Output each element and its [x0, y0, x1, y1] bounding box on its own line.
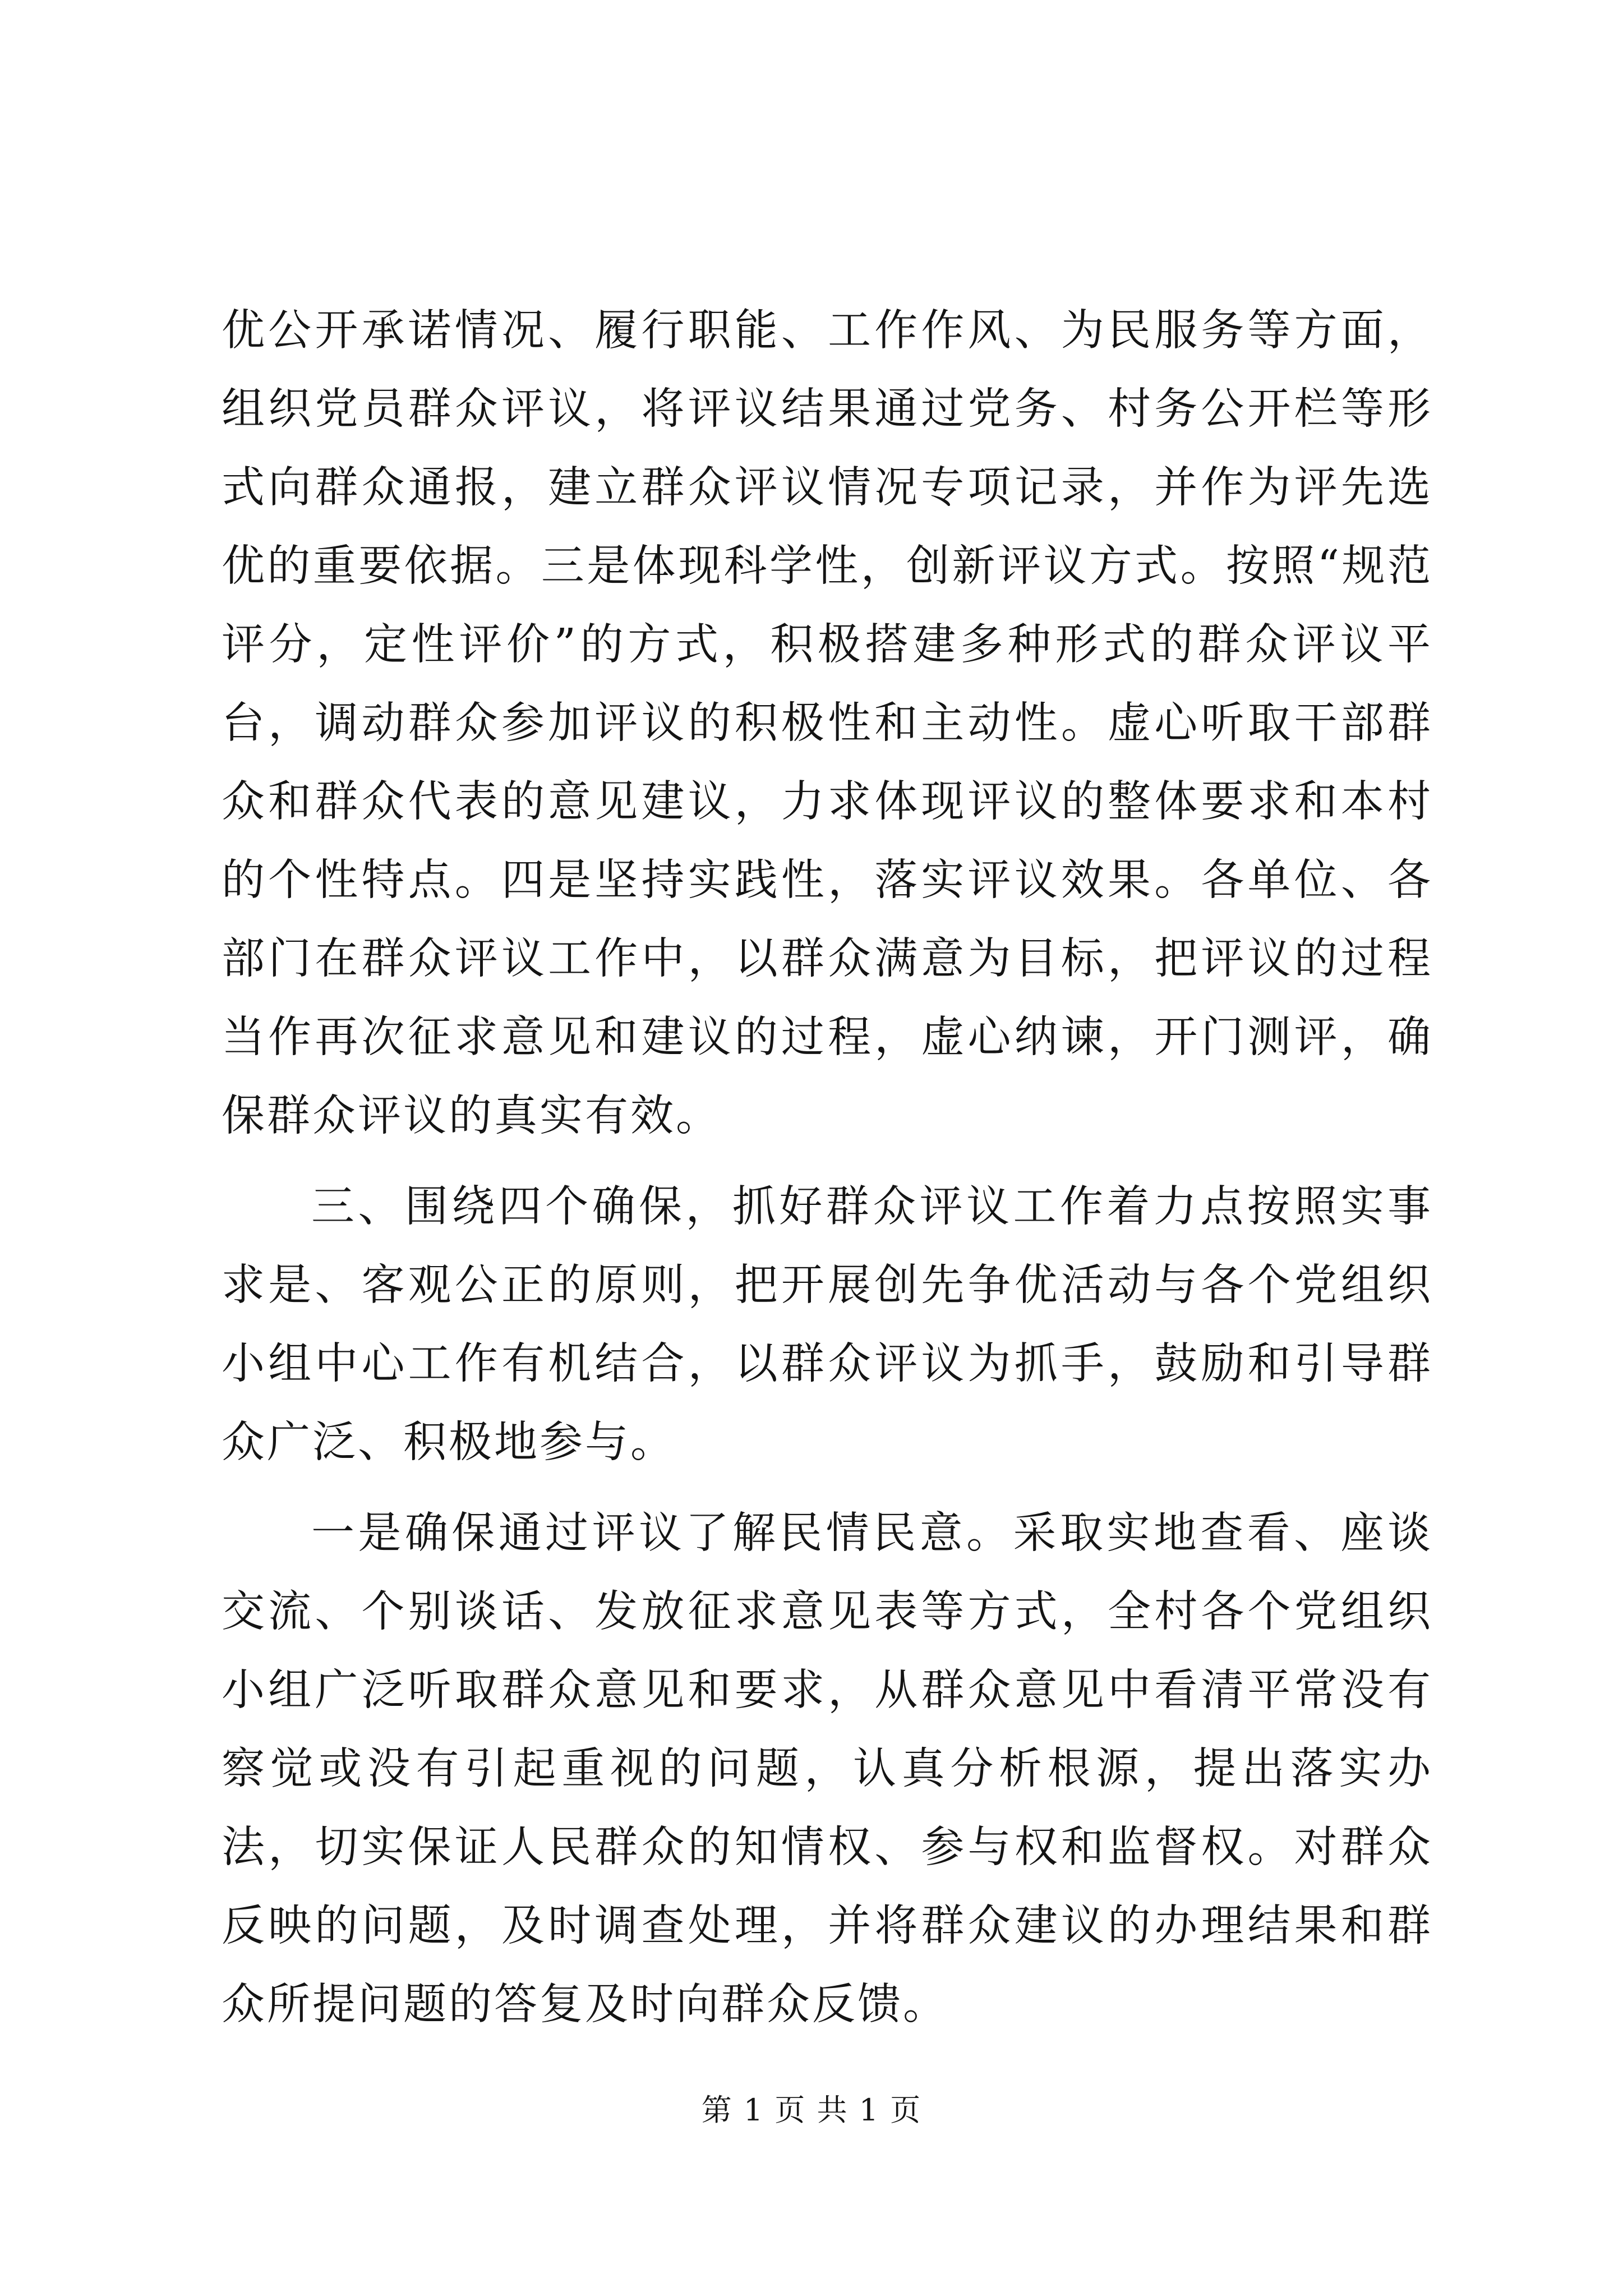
page-footer: 第 1 页 共 1 页 — [701, 2092, 922, 2128]
paragraph-continuation: 优公开承诺情况、履行职能、工作作风、为民服务等方面，组织党员群众评议，将评议结果通过党务、村务公开栏等形式向群众通报，建立群众评议情况专项记录，并作为评先选优的重要依据。三是体现科学性，创新评议方式。按照“规范评分，定性评价”的方式，积极搭建多种形式的群众评议平台，调动群众参加评议的积极性和主动性。虚心听取干部群众和群众代表的意见建议，力求体现评议的整体要求和本村的个性特点。四是坚持实践性，落实评议效果。各单位、各部门在群众评议工作中，以群众满意为目标，把评议的过程当作再次征求意见和建议的过程，虚心纳谏，开门测评，确保群众评议的真实有效。 — [222, 306, 1433, 1141]
paragraph-section-three: 三、围绕四个确保，抓好群众评议工作着力点按照实事求是、客观公正的原则，把开展创先争优活动与各个党组织小组中心工作有机结合，以群众评议为抓手，鼓励和引导群众广泛、积极地参与。 — [222, 1182, 1433, 1467]
document-body — [222, 292, 1433, 2044]
paragraph-item-one: 一是确保通过评议了解民情民意。采取实地查看、座谈交流、个别谈话、发放征求意见表等方式，全村各个党组织小组广泛听取群众意见和要求，从群众意见中看清平常没有察觉或没有引起重视的问题，认真分析根源，提出落实办法，切实保证人民群众的知情权、参与权和监督权。对群众反映的问题，及时调查处理，并将群众建议的办理结果和群众所提问题的答复及时向群众反馈。 — [222, 1508, 1433, 2030]
